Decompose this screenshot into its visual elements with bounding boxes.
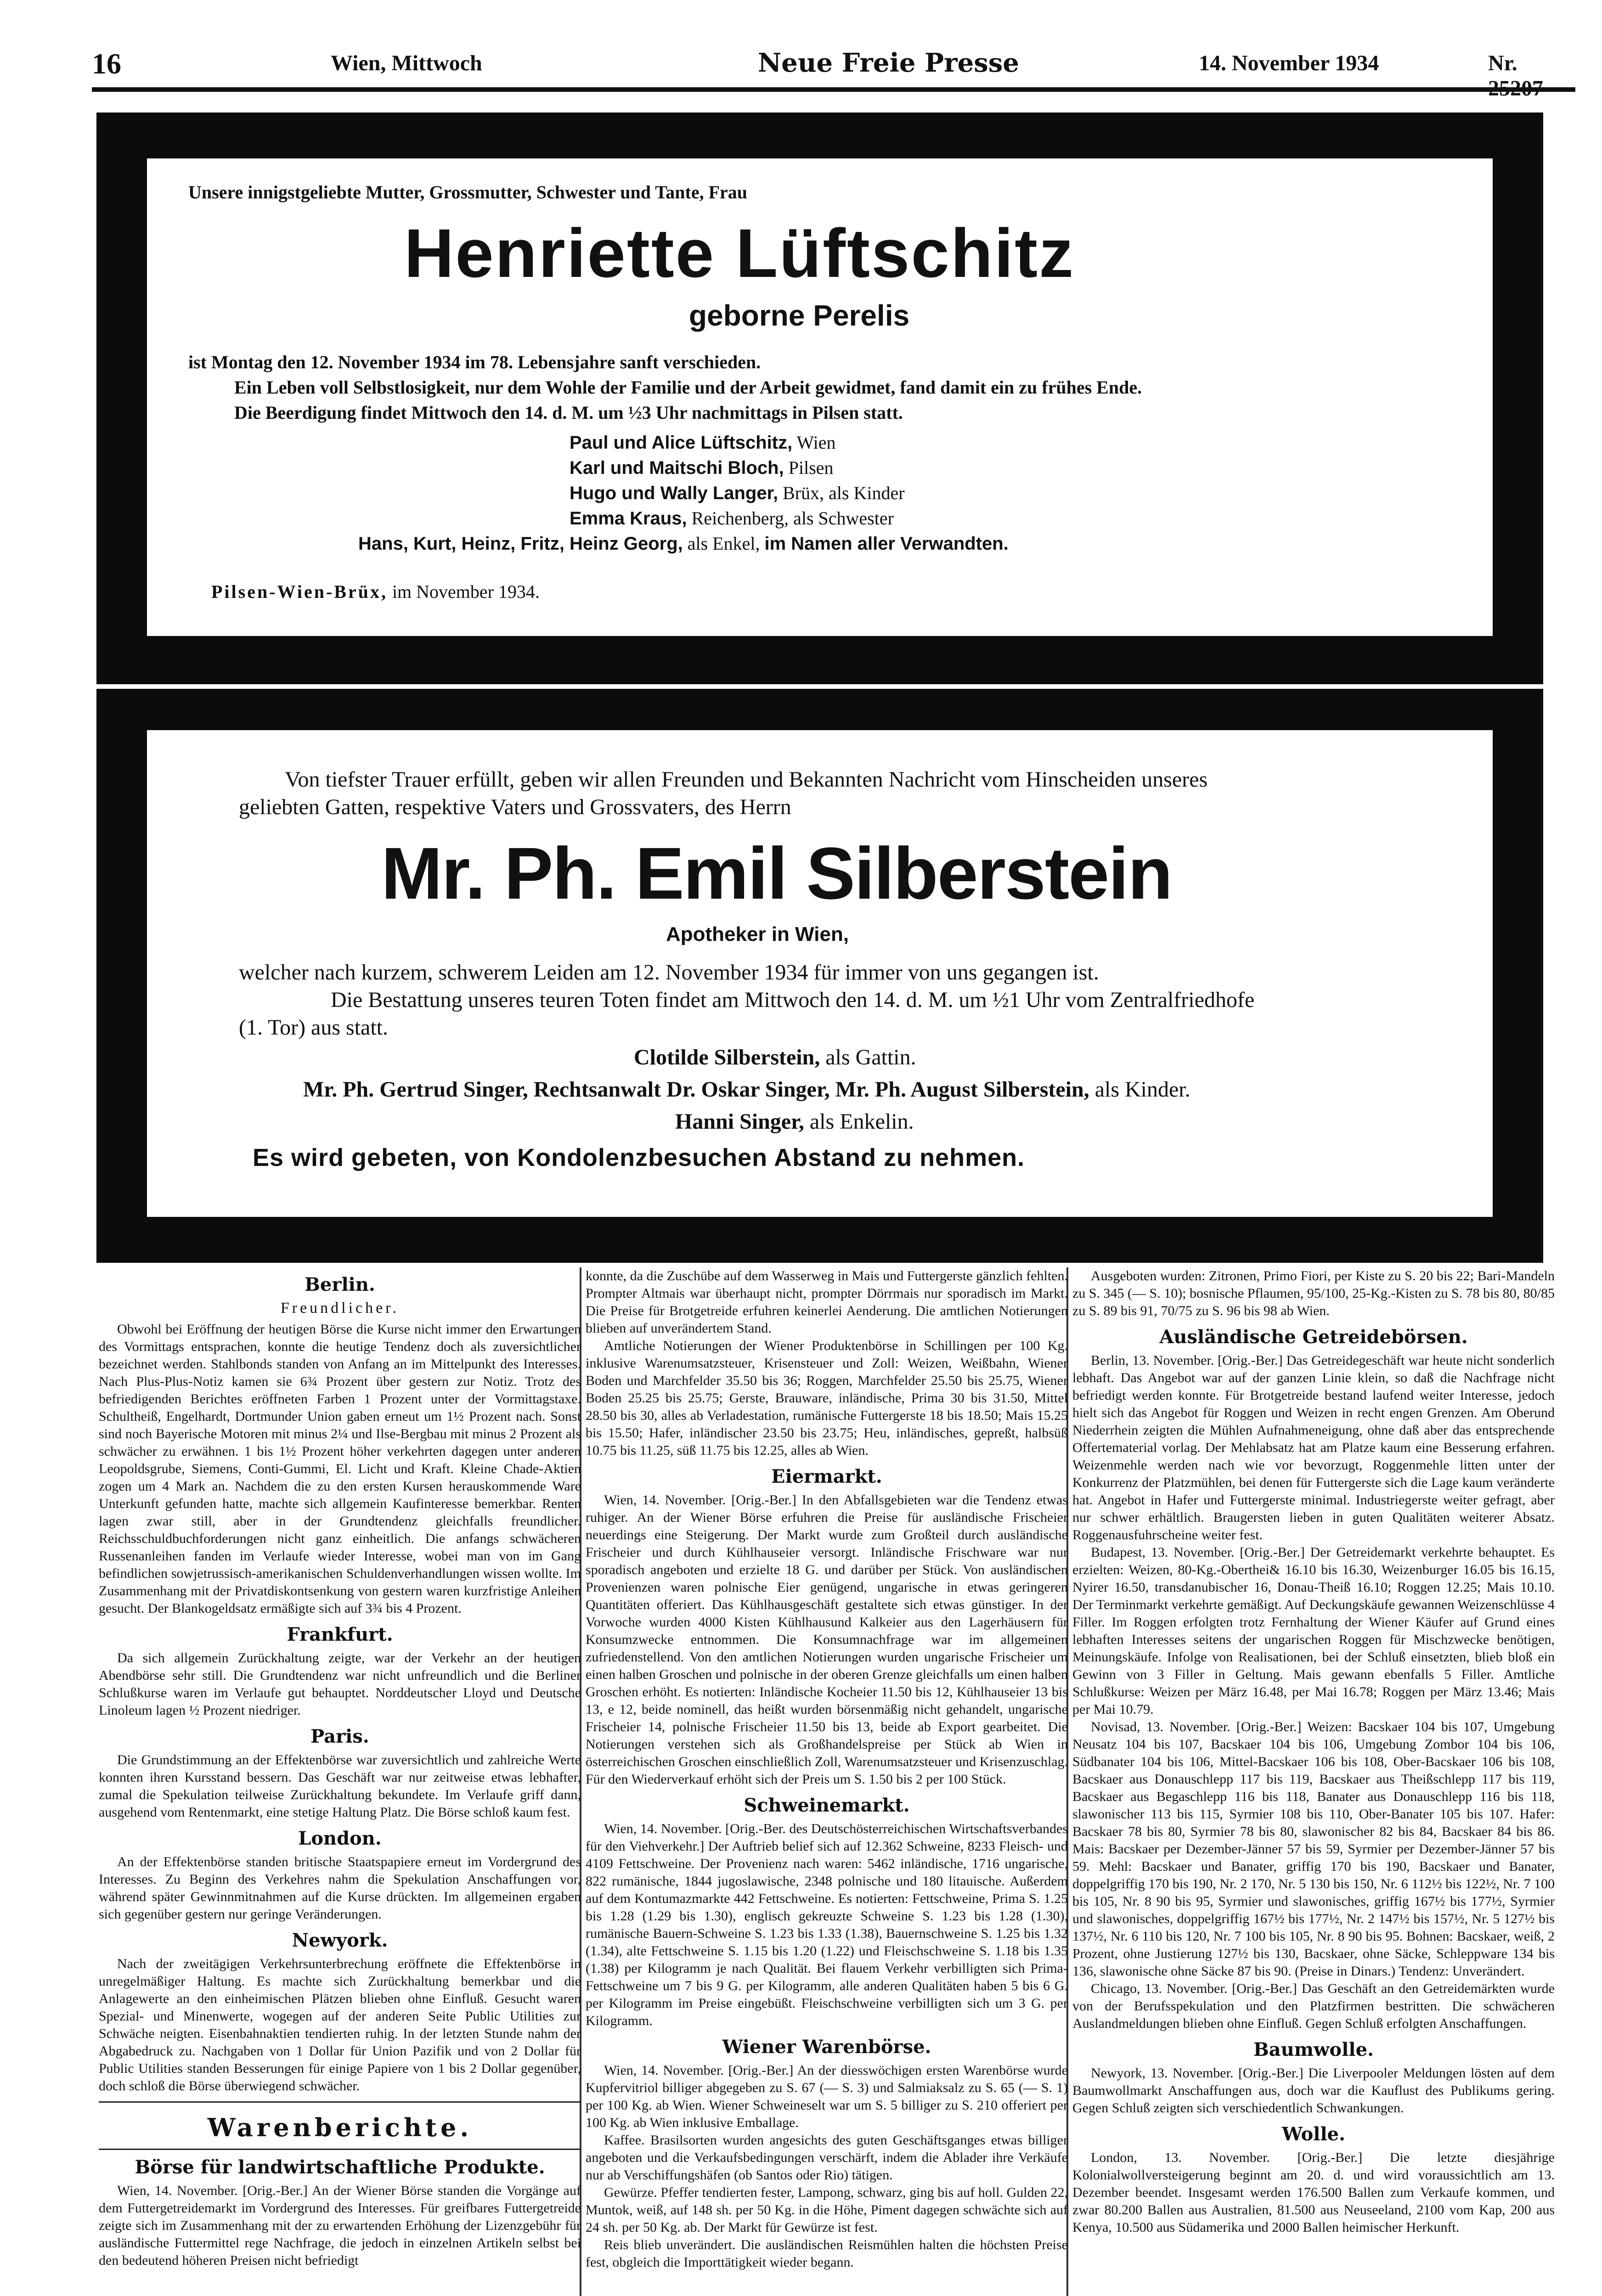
notice-text-3: (1. Tor) aus statt.: [239, 1015, 389, 1040]
paragraph-wolle: London, 13. November. [Orig.-Ber.] Die letzte diesjährige Kolonialwollversteigerung beginnt am 20. d. und wird voraussichtlich am 13. Dezember beendet. Insgesamt werden 176.500 Ballen zum Verkaufe kommen, und zwar 80.200 Ballen aus Australien, 81.500 aus Neuseeland, 2100 vom Kap, 200 aus Kenya, 10.500 aus Südamerika und 2000 Ballen heimischer Herkunft.: [1072, 2150, 1555, 2235]
newspaper-title: Neue Freie Presse: [758, 48, 1019, 78]
paragraph-borse: Wien, 14. November. [Orig.-Ber.] An der Wiener Börse standen die Vorgänge auf dem Futtergetreidemarkt im Vordergrund des Interesses. Für greifbares Futtergetreide zeigte sich im Zusammenhang mit der zu erwartenden Erhöhung der Lizenzgebühr für ausländische Futtermittel rege Nachfrage, die jedoch in einzelnen Artikeln selbst bei den bedeutend höheren Preisen nicht befriedigt: [99, 2183, 581, 2268]
relative-line-3: Hugo und Wally Langer, Brüx, als Kinder: [570, 483, 905, 503]
section-heading-warenberichte: Warenberichte.: [207, 2113, 473, 2142]
notice-body: [147, 158, 1493, 636]
notice-text-1: welcher nach kurzem, schwerem Leiden am 12. November 1934 für immer von uns gegangen ist.: [239, 960, 1099, 985]
column-1: [99, 1267, 581, 2296]
paragraph-gewurze: Gewürze. Pfeffer tendierten fester, Lampong, schwarz, ging bis auf holl. Gulden 22, Muntok, weiß, auf 148 sh. per 50 Kg. in die Höhe, Piment dagegen schwächte sich auf 24 sh. per 50 Kg. ab. Der Markt für Gewürze ist fest.: [586, 2185, 1068, 2235]
deceased-name: Henriette Lüftschitz: [404, 214, 1075, 292]
paragraph-baumwolle: Newyork, 13. November. [Orig.-Ber.] Die Liverpooler Meldungen lösten auf dem Baumwollmarkt Anschaffungen aus, doch war die Kauflust des Publikums gering. Gegen Schluß zeigten sich verschiedentlich Schwankungen.: [1072, 2065, 1555, 2116]
relative-line-2: Mr. Ph. Gertrud Singer, Rechtsanwalt Dr. Oskar Singer, Mr. Ph. August Silberstein, als Kinder.: [303, 1077, 1190, 1102]
paragraph-chicago: Chicago, 13. November. [Orig.-Ber.] Das Geschäft an den Getreidemärkten wurde von der Berufsspekulation und den Platzfirmen bestritten. Die schwächeren Auslandmeldungen blieben ohne Einfluß. Gegen Schluß erfolgten Anschaffungen.: [1072, 1981, 1555, 2031]
section-heading-wolle: Wolle.: [1281, 2123, 1346, 2145]
relative-line-3: Hanni Singer, als Enkelin.: [675, 1109, 914, 1134]
notice-body: [147, 730, 1493, 1217]
header-rule: [92, 87, 1575, 92]
section-heading-schweinemarkt: Schweinemarkt.: [744, 1795, 910, 1816]
paragraph-continued: Ausgeboten wurden: Zitronen, Primo Fiori, per Kiste zu S. 20 bis 22; Bari-Mandeln zu S. 345 (— S. 10); bosnische Pflaumen, 95/100, 25-Kg.-Kisten zu S. 78 bis 80, 80/85 zu S. 89 bis 91, 70/75 zu S. 96 bis 98 ab Wien.: [1072, 1268, 1555, 1318]
paragraph-frankfurt: Da sich allgemein Zurückhaltung zeigte, war der Verkehr an der heutigen Abendbörse sehr still. Die Grundtendenz war nicht unfreundlich und die Berliner Schlußkurse waren im Verlaufe gut behauptet. Norddeutscher Lloyd und Deutsche Linoleum lagen ½ Prozent niedriger.: [99, 1650, 581, 1718]
section-heading-getreideborsen: Ausländische Getreidebörsen.: [1159, 1326, 1468, 1348]
masthead: [92, 47, 1575, 83]
paragraph-warenborse: Wien, 14. November. [Orig.-Ber.] An der diesswöchigen ersten Warenbörse wurde Kupfervitriol billiger abgegeben zu S. 67 (— S. 3) und Salmiaksalz zu S. 65 (— S. 1) per 100 Kg. ab Wien. Wiener Schweineselt war um S. 5 billiger zu S. 210 offeriert per 100 Kg. ab Wien inklusive Emballage.: [586, 2063, 1068, 2130]
paragraph-eiermarkt: Wien, 14. November. [Orig.-Ber.] In den Abfallsgebieten war die Tendenz etwas ruhiger. An der Wiener Börse erfuhren die Preise für ausländische Frischeier neuerdings eine Steigerung. Der Markt wurde zum Großteil durch ausländische Frischeier und durch Kühlhauseier versorgt. Inländische Frischware war nur sporadisch angeboten und erzielte 18 G. und darüber per Stück. Von ausländischen Provenienzen waren polnische Eier genügend, ungarische in etwas geringeren Quantitäten offeriert. Das Kühlhausgeschäft gestaltete sich etwas günstiger. In der Vorwoche wurden 4000 Kisten Kühlhausund Kalkeier aus den Lagerhäusern für Konsumzwecke entnommen. Die Konsumnachfrage war im allgemeinen zufriedenstellend. Von den amtlichen Notierungen wurden ungarische Frischeier um einen halben Groschen und polnische in der oberen Grenze gleichfalls um einen halben Groschen erhöht. Es notierten: Inländische Kocheier 11.50 bis 12, Kühlhauseier 13 bis 13, e 12, beide nominell, das heißt wurden börsenmäßig nicht gehandelt, ungarische Frischeier 14, polnische Frischeier 11.50 bis 13, beide ab Export gearbeitet. Die Notierungen verstehen sich als Großhandelspreise per Stück ab Wien in österreichischen Groschen einschließlich Zoll, Warenumsatzsteuer und Krisenzuschlag. Für den Wiederverkauf erhöht sich der Preis um S. 1.50 bis 2 per 100 Stück.: [586, 1492, 1068, 1787]
relative-line-2: Karl und Maitschi Bloch, Pilsen: [570, 457, 834, 478]
issue-date: 14. November 1934: [1199, 51, 1379, 75]
notice-intro-1: Von tiefster Trauer erfüllt, geben wir allen Freunden und Bekannten Nachricht vom Hinscheiden unseres: [285, 767, 1208, 792]
column-3: [1072, 1267, 1555, 2296]
profession: Apotheker in Wien,: [666, 923, 849, 945]
paragraph-london: An der Effektenbörse standen britische Staatspapiere erneut im Vordergrund des Interesses. Zu Beginn des Verkehres nahm die Spekulation Anschaffungen vor, während später Gewinnmitnahmen auf die Kurse drückten. Im allgemeinen ergaben sich gegenüber gestern nur geringe Veränderungen.: [99, 1854, 581, 1922]
relative-line-5: Hans, Kurt, Heinz, Fritz, Heinz Georg, als Enkel, im Namen aller Verwandten.: [358, 533, 1009, 554]
condolence-request: Es wird gebeten, von Kondolenzbesuchen Abstand zu nehmen.: [253, 1144, 1025, 1171]
subheading-berlin: Freundlicher.: [280, 1300, 400, 1317]
notice-text-2: Ein Leben voll Selbstlosigkeit, nur dem Wohle der Familie und der Arbeit gewidmet, fand damit ein zu frühes Ende.: [234, 377, 1142, 398]
notice-intro: Unsere innigstgeliebte Mutter, Grossmutter, Schwester und Tante, Frau: [188, 182, 748, 203]
notice-text-1: ist Montag den 12. November 1934 im 78. Lebensjahre sanft verschieden.: [188, 352, 761, 372]
paragraph-paris: Die Grundstimmung an der Effektenbörse war zuversichtlich und zahlreiche Werte konnten ihren Kursstand bessern. Das Geschäft war nur zeitweise etwas lebhafter, zumal die Spekulation teilweise Zurückhaltung bekundete. Im Verlaufe griff dann, ausgehend vom Rentenmarkt, eine stetige Haltung Platz. Die Börse schloß kaum fest.: [99, 1752, 581, 1820]
notice-intro-2: geliebten Gatten, respektive Vaters und Grossvaters, des Herrn: [239, 795, 791, 819]
notice-footer: Pilsen-Wien-Brüx, im November 1934.: [211, 581, 540, 602]
place-day: Wien, Mittwoch: [331, 51, 482, 75]
section-heading-eiermarkt: Eiermarkt.: [771, 1466, 882, 1487]
column-2: [586, 1267, 1068, 2296]
section-divider: [99, 2101, 581, 2103]
section-heading-newyork: Newyork.: [292, 1930, 388, 1951]
section-heading-london: London.: [298, 1828, 382, 1849]
section-divider: [99, 2149, 581, 2150]
paragraph-berlin-getreide: Berlin, 13. November. [Orig.-Ber.] Das Getreidegeschäft war heute nicht sonderlich lebhaft. Das Angebot war auf der ganzen Linie klein, so daß die Nachfrage nicht befriedigt werden konnte. Für Brotgetreide bestand laufend weiter Interesse, jedoch hielt sich das Angebot für Roggen und Weizen in recht engen Grenzen. Am Oberund Niederrhein zeigten die Mühlen Aufnahmeneigung, ohne daß aber das entsprechende Offertematerial vorlag. Der Mehlabsatz hat am Platze kaum eine Besserung erfahren. Weizenmehle werden nach wie vor bevorzugt, Roggenmehle litten unter der Konkurrenz der Platzmühlen, bei denen für Futtergerste sich die Lage kaum veränderte hat. Angebot in Hafer und Futtergerste minimal. Industriegerste weiter gefragt, aber nur schwer erhältlich. Braugersten lieben in guten Qualitäten weiterer Absatz. Roggenausfuhrscheine weiter fest.: [1072, 1353, 1555, 1542]
deceased-name: Mr. Ph. Emil Silberstein: [381, 832, 1172, 914]
paragraph-berlin: Obwohl bei Eröffnung der heutigen Börse die Kurse nicht immer den Erwartungen des Vormittags entsprachen, konnte die heutige Tendenz doch als zuversichtlicher bezeichnet werden. Stahlbonds standen von Anfang an im Mittelpunkt des Interesses. Nach Plus-Plus-Notiz kamen sie 6¾ Prozent über gestern zur Notiz. Trotz des befriedigenden Berichtes eröffneten Farben 1 Prozent unter der Vormittagstaxe. Schultheiß, Engelhardt, Dortmunder Union gaben erneut um 1½ Prozent nach. Sonst sind noch Bayerische Motoren mit minus 2¼ und Ilse-Bergbau mit minus 2 Prozent als schwächer zu erwähnen. 1 bis 1½ Prozent höher verkehrten dagegen unter anderen Leopoldsgrube, Siemens, Conti-Gummi, El. Licht und Kraft. Kleine Chade-Aktien zogen um 4 Mark an. Nachdem die zu den ersten Kursen herauskommende Ware Unterkunft gefunden hatte, machte sich allgemein Kaufinteresse bemerkbar. Renten lagen zwar still, aber in der Grundtendenz gleichfalls freundlicher. Reichsschuldbuchforderungen nicht ganz einheitlich. Die anfangs schwächeren Russenanleihen fanden im Verlaufe wieder Interesse, wobei man von im Gang befindlichen sowjetrussisch-amerikanischen Schuldenverhandlungen wissen wollte. Im Zusammenhang mit der Privatdiskontsenkung von gestern waren kurzfristige Anleihen gesucht. Der Blankogeldsatz ermäßigte sich auf 3¾ bis 4 Prozent.: [99, 1322, 581, 1616]
relative-line-4: Emma Kraus, Reichenberg, als Schwester: [570, 508, 894, 529]
death-notice-silberstein: [96, 689, 1543, 1263]
paragraph-novisad: Novisad, 13. November. [Orig.-Ber.] Weizen: Bacskaer 104 bis 107, Umgebung Neusatz 104 bis 107, Bacskaer 104 bis 106, Umgebung Zombor 104 bis 106, Südbanater 104 bis 106, Mittel-Bacskaer 106 bis 108, Ober-Bacskaer 106 bis 108, Bacskaer aus Donauschlepp 117 bis 119, Bacskaer aus Theißschlepp 117 bis 119, Bacskaer aus Begaschlepp 116 bis 118, Banater aus Donauschlepp 116 bis 118, slawonischer 113 bis 115, Syrmier 108 bis 110, Ober-Banater 105 bis 107. Hafer: Bacskaer 78 bis 80, Syrmier 78 bis 80, slawonischer 82 bis 84, Bacskaer 84 bis 86. Mais: Bacskaer per Dezember-Jänner 57 bis 59, Syrmier per Dezember-Jänner 57 bis 59. Mehl: Bacskaer und Banater, griffig 170 bis 190, Bacskaer und Banater, doppelgriffig 170 bis 190, Nr. 2 170, Nr. 5 130 bis 150, Nr. 6 112½ bis 122½, Nr. 7 100 bis 105, Nr. 8 90 bis 95, Syrmier und slawonisches, griffig 167½ bis 177½, Syrmier und slawonisches, doppelgriffig 167½ bis 177½, Nr. 2 147½ bis 157½, Nr. 5 127½ bis 137½, Nr. 6 110 bis 120, Nr. 7 100 bis 105, Nr. 8 90 bis 95. Bohnen: Bacskaer, weiß, 2 Prozent, ohne Justierung 127½ bis 130, Bacskaer, ohne Säcke, Schleppware 134 bis 136, slawonische ohne Säcke 87 bis 90. (Preise in Dinars.) Tendenz: Unverändert.: [1072, 1719, 1555, 1979]
section-heading-borse: Börse für landwirtschaftliche Produkte.: [135, 2156, 545, 2178]
section-heading-warenborse: Wiener Warenbörse.: [722, 2036, 931, 2058]
relative-line-1: Clotilde Silberstein, als Gattin.: [634, 1045, 916, 1069]
notice-text-3: Die Beerdigung findet Mittwoch den 14. d. M. um ½3 Uhr nachmittags in Pilsen statt.: [234, 402, 903, 423]
paragraph-schweinemarkt: Wien, 14. November. [Orig.-Ber. des Deutschösterreichischen Wirtschaftsverbandes für den Viehverkehr.] Der Auftrieb belief sich auf 12.362 Schweine, 8233 Fleisch- und 4109 Fettschweine. Der Provenienz nach waren: 5462 inländische, 1716 ungarische, 822 rumänische, 1844 jugoslawische, 2348 polnische und 180 litauische. Außerdem auf dem Kontumazmarkte 442 Fettschweine. Es notierten: Fettschweine, Prima S. 1.25 bis 1.28 (1.29 bis 1.30), englisch gekreuzte Schweine S. 1.23 bis 1.28 (1.30), rumänische Bauern-Schweine S. 1.23 bis 1.33 (1.38), Bauernschweine S. 1.25 bis 1.32 (1.34), alte Fettschweine S. 1.15 bis 1.20 (1.22) und Fleischschweine S. 1.18 bis 1.35 (1.38) per Kilogramm je nach Qualität. Bei flauem Verkehr verbilligten sich Prima-Fettschweine um 7 bis 9 G. per Kilogramm, alle anderen Qualitäten haben 5 bis 6 G. per Kilogramm im Preise eingebüßt. Fleischschweine verbilligten sich um 3 G. per Kilogramm.: [586, 1821, 1068, 2028]
notice-text-2: Die Bestattung unseres teuren Toten findet am Mittwoch den 14. d. M. um ½1 Uhr vom Zentralfriedhofe: [331, 988, 1255, 1012]
section-heading-berlin: Berlin.: [305, 1274, 375, 1295]
paragraph-kaffee: Kaffee. Brasilsorten wurden angesichts des guten Geschäftsganges etwas billiger angeboten und die Verkaufsbedingungen verschärft, indem die Ablader ihre Verkäufe nur ab Verschiffungshäfen (ob Santos oder Rio) tätigen.: [586, 2133, 1068, 2183]
maiden-name: geborne Perelis: [689, 299, 910, 332]
relative-line-1: Paul und Alice Lüftschitz, Wien: [570, 432, 836, 453]
section-heading-frankfurt: Frankfurt.: [287, 1624, 393, 1645]
page-number: 16: [92, 47, 121, 80]
section-heading-baumwolle: Baumwolle.: [1253, 2039, 1374, 2060]
paragraph-continued: konnte, da die Zuschübe auf dem Wasserweg in Mais und Futtergerste gänzlich fehlten. Prompter Altmais war überhaupt nicht, prompter Dörrmais nur sporadisch im Markt. Die Preise für Brotgetreide erfuhren keinerlei Aenderung. Die amtlichen Notierungen blieben auf unverändertem Stand.: [586, 1268, 1068, 1336]
death-notice-luftschitz: [96, 113, 1543, 684]
paragraph-notierungen: Amtliche Notierungen der Wiener Produktenbörse in Schillingen per 100 Kg. inklusive Warenumsatzsteuer, Krisensteuer und Zoll: Weizen, Weißbahn, Wiener Boden und Marchfelder 35.50 bis 36; Roggen, Marchfelder 25.50 bis 25.75, Wiener Boden 25.25 bis 25.75; Gerste, Brauware, inländische, Prima 30 bis 31.50, Mittel 28.50 bis 30, alles ab Verladestation, rumänische Futtergerste 18 bis 18.50; Mais 15.25 bis 15.50; Hafer, inländischer 23.50 bis 23.75; Heu, inländisches, gepreßt, halbsüß 10.75 bis 11.25, süß 11.75 bis 12.25, alles ab Wien.: [586, 1338, 1068, 1458]
issue-number: Nr.: [1488, 51, 1517, 75]
paragraph-budapest: Budapest, 13. November. [Orig.-Ber.] Der Getreidemarkt verkehrte behauptet. Es erzielten: Weizen, 80-Kg.-Oberthei& 16.10 bis 16.30, Weizenburger 16.05 bis 16.15, Nyirer 16.50, transdanubischer 16, Donau-Theiß 16.10; Roggen 12.25; Mais 10.10. Der Terminmarkt verkehrte gemäßigt. Auf Deckungskäufe gewannen Weizenschlüsse 4 Filler. Im Roggen erfolgten trotz Fernhaltung der Wiener Käufer auf Grund eines lebhaften Interesses seitens der ungarischen Roggen für Mischzwecke benötigen, Meinungskäufe. Infolge von Realisationen, bei der Schluß einsetzten, blieb bloß ein Gewinn von 3 Filler in Geltung. Mais gewann ebenfalls 5 Filler. Amtliche Schlußkurse: Weizen per März 16.48, per Mai 16.78; Roggen per März 13.46; Mais per Mai 10.79.: [1072, 1545, 1555, 1717]
section-heading-paris: Paris.: [310, 1726, 369, 1747]
paragraph-newyork: Nach der zweitägigen Verkehrsunterbrechung eröffnete die Effektenbörse in unregelmäßiger Haltung. Es machte sich Zurückhaltung bemerkbar und die Anlagewerte an den einheimischen Plätzen blieben ohne Einfluß. Gesucht waren Spezial- und Minenwerte, wogegen auf der anderen Seite Public Utilities zur Schwäche neigten. Eisenbahnaktien tendierten ruhig. In der letzten Stunde nahm der Abgabedruck zu. Nachgaben von 1 Dollar für Union Pazifik und von 2 Dollar für Public Utilities standen Besserungen für einige Papiere von 1 bis 2 Dollar gegenüber, doch schloß die Börse überwiegend schwächer.: [99, 1956, 581, 2093]
paragraph-reis: Reis blieb unverändert. Die ausländischen Reismühlen halten die höchsten Preise fest, obgleich die Importtätigkeit wieder begann.: [586, 2237, 1068, 2270]
